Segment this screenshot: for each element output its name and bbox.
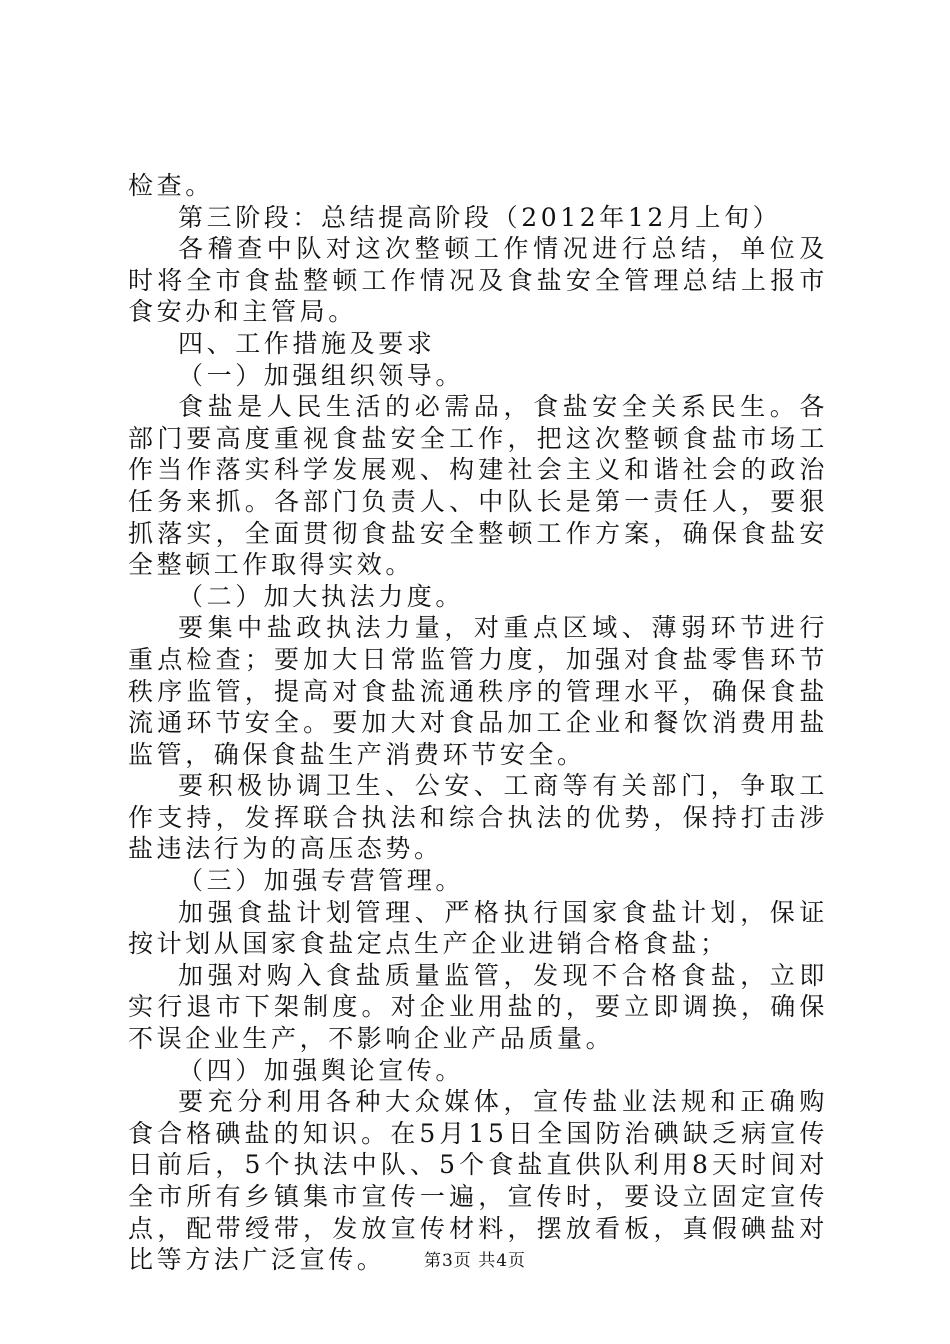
stage-three-heading: 第三阶段：总结提高阶段（2012年12月上旬）	[178, 202, 782, 232]
document-body	[128, 170, 828, 1276]
paragraph: 要充分利用各种大众媒体，宣传盐业法规和正确购食合格碘盐的知识。在5月15日全国防治碘缺乏病宣传日前后，5个执法中队、5个食盐直供队利用8天时间对全市所有乡镇集市宣传一遍，宣传时，要设立固定宣传点，配带绶带，发放宣传材料，摆放看板，真假碘盐对比等方法广泛宣传。	[128, 1087, 828, 1275]
subsection-heading: （四）加强舆论宣传。	[178, 1055, 465, 1085]
paragraph: 各稽查中队对这次整顿工作情况进行总结，单位及时将全市食盐整顿工作情况及食盐安全管理总结上报市食安办和主管局。	[128, 234, 828, 327]
paragraph: 食盐是人民生活的必需品，食盐安全关系民生。各部门要高度重视食盐安全工作，把这次整顿食盐市场工作当作落实科学发展观、构建社会主义和谐社会的政治任务来抓。各部门负责人、中队长是第一责任人，要狠抓落实，全面贯彻食盐安全整顿工作方案，确保食盐安全整顿工作取得实效。	[128, 392, 828, 580]
subsection-heading: （三）加强专营管理。	[178, 866, 465, 896]
paragraph-continuation: 检查。	[128, 171, 214, 200]
paragraph: 加强对购入食盐质量监管，发现不合格食盐，立即实行退市下架制度。对企业用盐的，要立即调换，确保不误企业生产，不影响企业产品质量。	[128, 960, 828, 1054]
paragraph: 加强食盐计划管理、严格执行国家食盐计划，保证按计划从国家食盐定点生产企业进销合格食盐；	[128, 897, 828, 959]
page-number-footer: 第3页 共4页	[423, 1251, 527, 1271]
section-heading: 四、工作措施及要求	[178, 328, 436, 358]
subsection-heading: （一）加强组织领导。	[178, 360, 465, 390]
subsection-heading: （二）加大执法力度。	[178, 581, 465, 611]
paragraph: 要集中盐政执法力量，对重点区域、薄弱环节进行重点检查；要加大日常监管力度，加强对食盐零售环节秩序监管，提高对食盐流通秩序的管理水平，确保食盐流通环节安全。要加大对食品加工企业和餐饮消费用盐监管，确保食盐生产消费环节安全。	[128, 613, 828, 769]
paragraph: 要积极协调卫生、公安、工商等有关部门，争取工作支持，发挥联合执法和综合执法的优势，保持打击涉盐违法行为的高压态势。	[128, 771, 828, 864]
